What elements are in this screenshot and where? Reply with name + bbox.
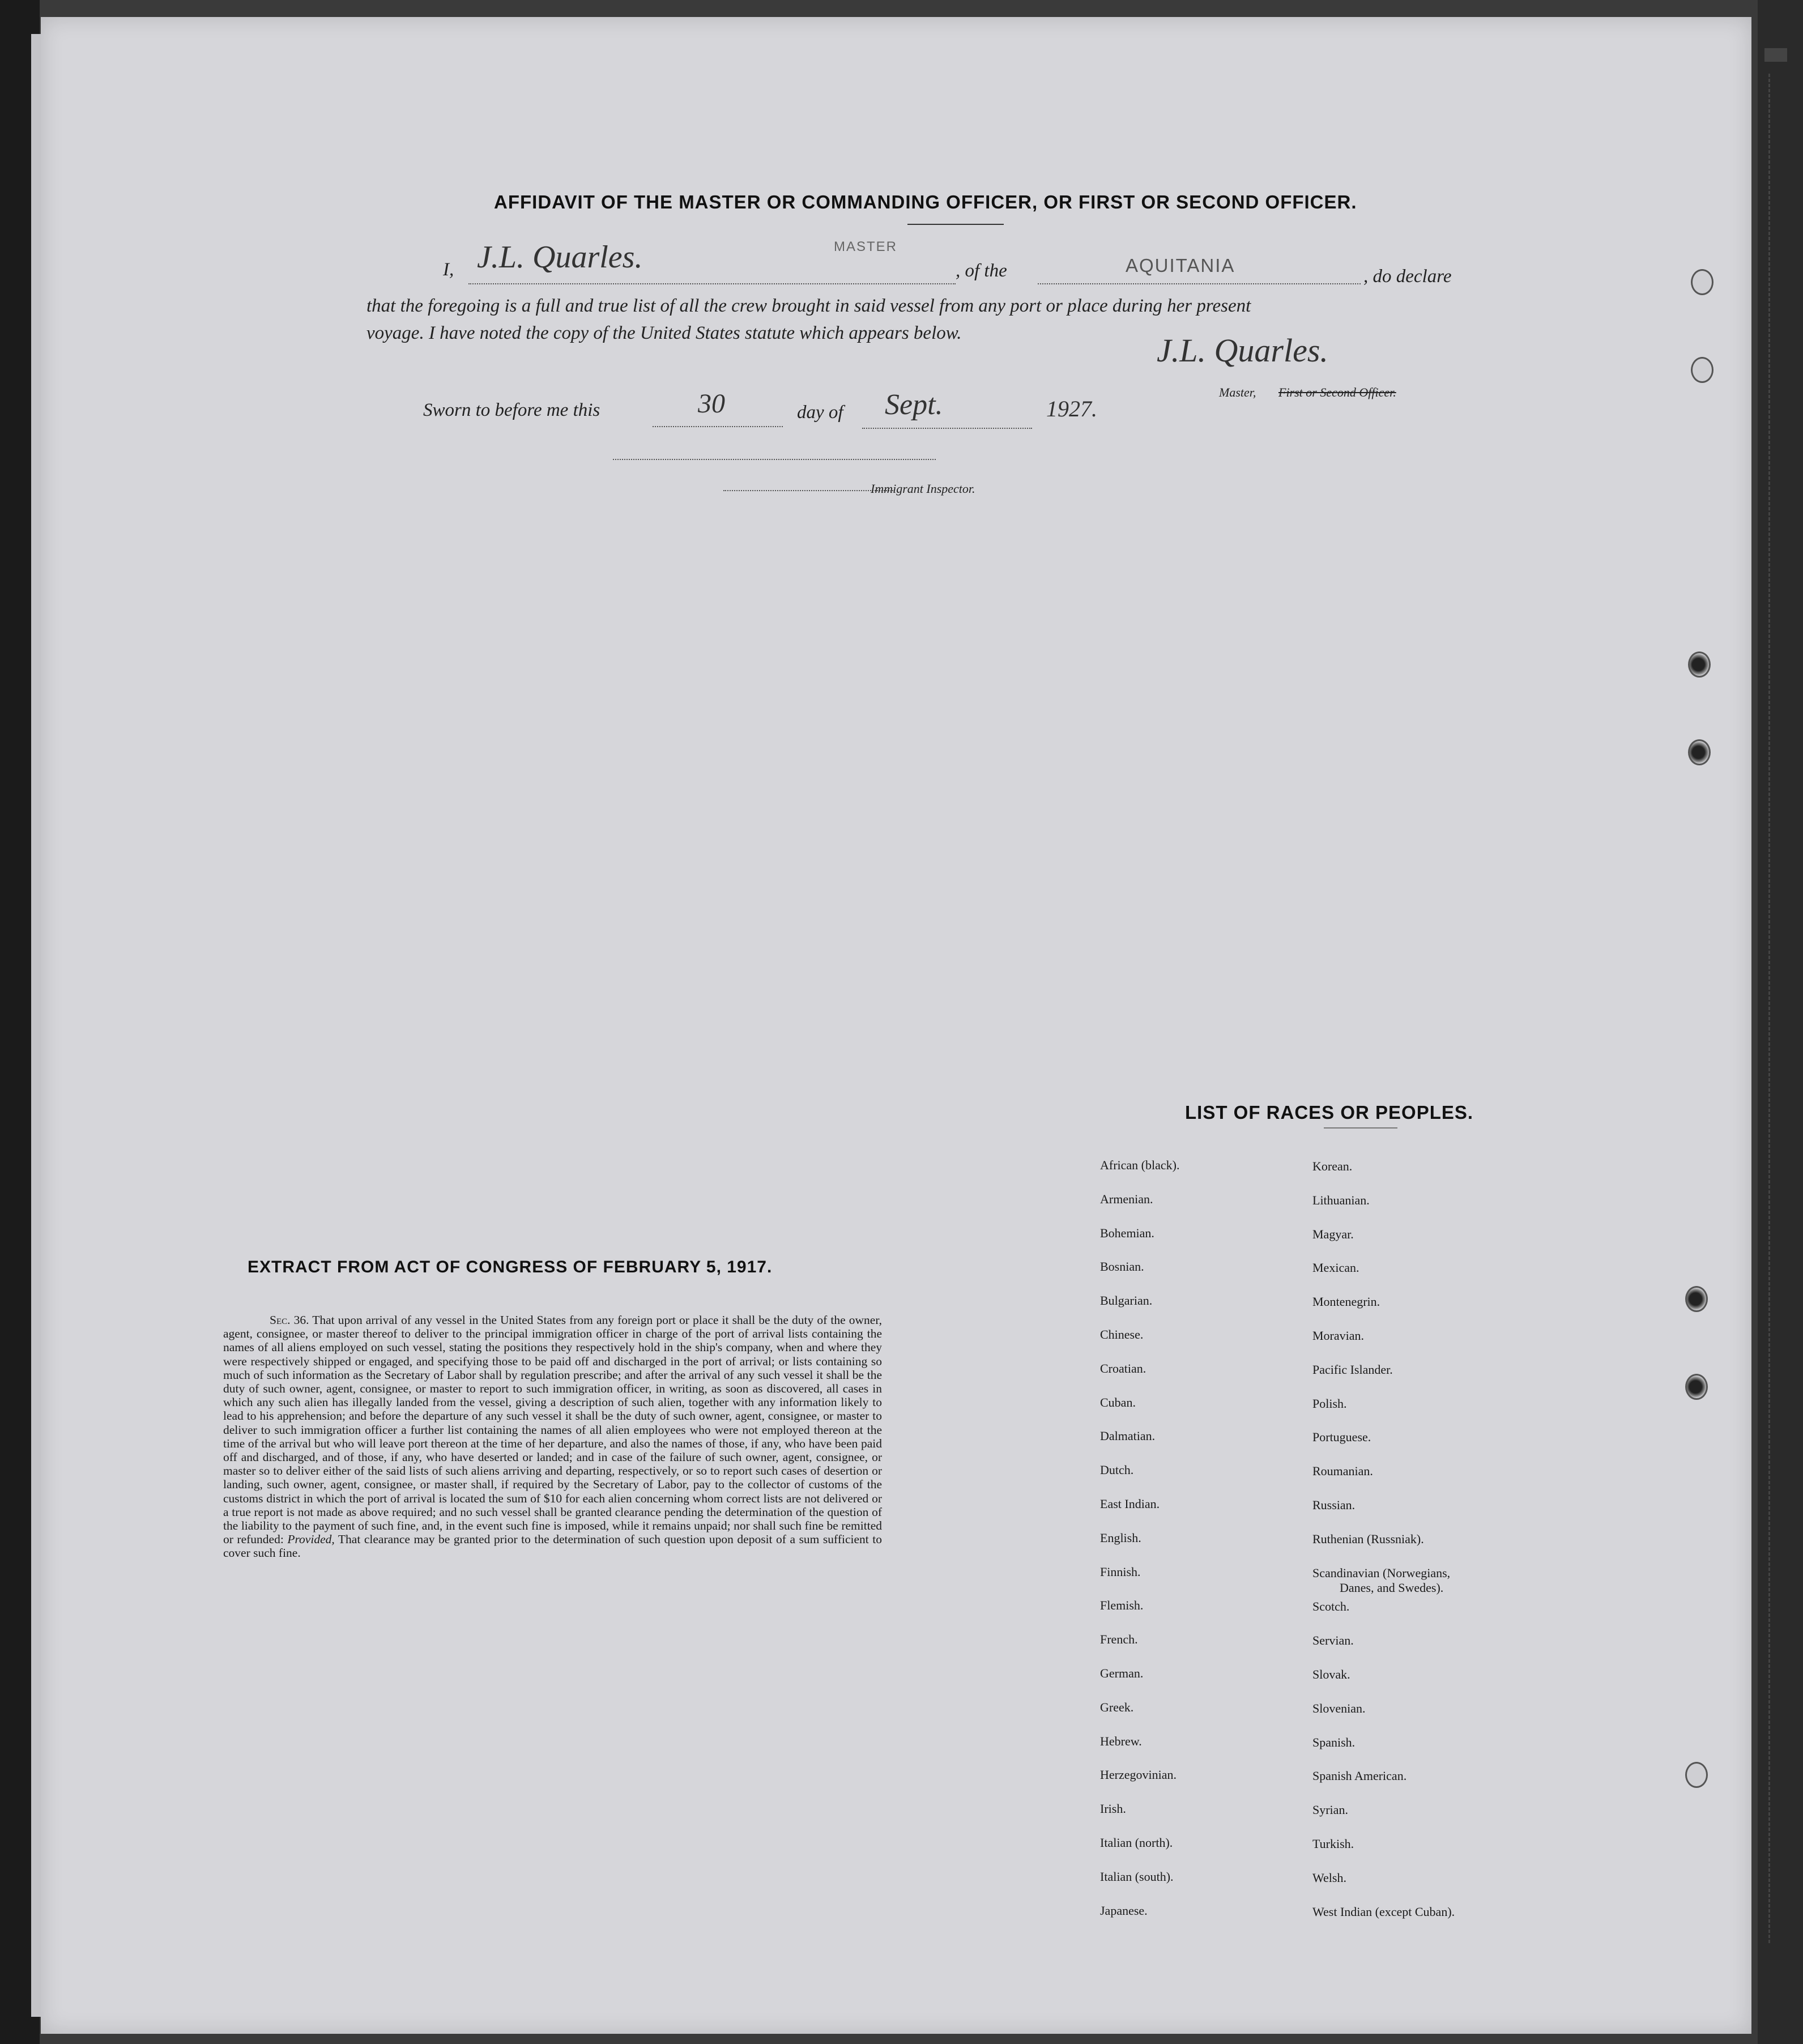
master-name-handwritten: J.L. Quarles. — [477, 240, 643, 275]
statute-text — [223, 1313, 882, 1560]
inspector-caption: Immigrant Inspector. — [871, 482, 975, 496]
race-item: Turkish. — [1312, 1837, 1354, 1851]
day-fill-line — [653, 426, 783, 427]
do-declare-label: , do declare — [1363, 266, 1452, 287]
race-item: Scotch. — [1312, 1599, 1350, 1614]
binding-perforation — [1768, 74, 1770, 1943]
race-item: Greek. — [1100, 1700, 1134, 1714]
race-item: Scandinavian (Norwegians, — [1312, 1565, 1451, 1580]
race-item: Croatian. — [1100, 1361, 1146, 1376]
vessel-fill-line — [1038, 283, 1361, 284]
race-item: Italian (south). — [1100, 1869, 1174, 1884]
race-item: Italian (north). — [1100, 1836, 1173, 1850]
document-page — [41, 17, 1751, 2034]
race-item: Mexican. — [1312, 1261, 1359, 1275]
race-item: Bosnian. — [1100, 1259, 1144, 1274]
race-item: Pacific Islander. — [1312, 1362, 1393, 1377]
race-item: Servian. — [1312, 1633, 1354, 1648]
race-item: Lithuanian. — [1312, 1193, 1370, 1207]
race-item: Russian. — [1312, 1498, 1356, 1512]
sworn-day: 30 — [698, 389, 725, 419]
scan-corner-mark — [1764, 48, 1787, 62]
statute-proviso: That clearance may be granted prior to the determination of such question upon deposit of a sum sufficient to cover such fine. — [223, 1532, 882, 1560]
vessel-name-stamp: AQUITANIA — [1126, 255, 1235, 276]
race-item: Bulgarian. — [1100, 1293, 1153, 1308]
race-item: Roumanian. — [1312, 1464, 1373, 1479]
race-item: Japanese. — [1100, 1903, 1148, 1918]
race-item: Slovenian. — [1312, 1701, 1366, 1715]
signature-caption-master: Master, — [1219, 385, 1256, 399]
day-of-label: day of — [797, 402, 843, 423]
scan-right-edge — [1758, 0, 1803, 2044]
race-item: African (black). — [1100, 1158, 1180, 1172]
i-label: I, — [443, 259, 454, 280]
race-item: Magyar. — [1312, 1227, 1354, 1241]
race-item: Flemish. — [1100, 1598, 1144, 1613]
race-item: Slovak. — [1312, 1667, 1350, 1681]
race-item: Polish. — [1312, 1396, 1347, 1411]
binding-hole — [1688, 739, 1711, 765]
race-item: Dalmatian. — [1100, 1429, 1156, 1443]
race-item: Syrian. — [1312, 1803, 1348, 1817]
race-item: Chinese. — [1100, 1327, 1144, 1342]
month-fill-line — [862, 428, 1032, 429]
race-item: German. — [1100, 1666, 1144, 1680]
race-item: Herzegovinian. — [1100, 1768, 1177, 1782]
statute-section-label: Sec. 36. — [270, 1313, 309, 1327]
race-item: Danes, and Swedes). — [1340, 1580, 1444, 1595]
sworn-month: Sept. — [885, 389, 943, 421]
rank-stamp: MASTER — [834, 239, 898, 254]
race-item: Bohemian. — [1100, 1225, 1154, 1240]
binding-hole — [1685, 1286, 1708, 1312]
inspector-short-line — [723, 490, 893, 491]
declaration-line-2: that the foregoing is a full and true list of all the crew brought in said vessel from any port or place during her present — [366, 296, 1251, 316]
race-item: French. — [1100, 1632, 1138, 1647]
statute-proviso-label: Provided, — [287, 1532, 335, 1547]
race-item: Irish. — [1100, 1802, 1126, 1816]
races-title: LIST OF RACES OR PEOPLES. — [1185, 1102, 1474, 1123]
race-item: Spanish American. — [1312, 1769, 1407, 1783]
affidavit-title: AFFIDAVIT OF THE MASTER OR COMMANDING OFFICER, OR FIRST OR SECOND OFFICER. — [494, 191, 1357, 212]
race-item: Hebrew. — [1100, 1734, 1142, 1748]
race-item: East Indian. — [1100, 1497, 1160, 1511]
race-item: Armenian. — [1100, 1191, 1153, 1206]
race-item: Montenegrin. — [1312, 1294, 1380, 1309]
race-item: English. — [1100, 1530, 1141, 1545]
binding-hole — [1685, 1762, 1708, 1788]
statute-body: That upon arrival of any vessel in the United States from any foreign port or place it shall be the duty of the owner, agent, consignee, or master thereof to deliver to the principal immigration officer in charge of the port of arrival lists containing the names of all aliens employed on such vessel, stating the positions they respectively hold in the ship's company, when and where they were respectively shipped or engaged, and specifying those to be paid off and discharged in the port of arrival; or lists containing so much of such information as the Secretary of Labor shall by regulation prescribe; and after the arrival of any such vessel it shall be the duty of such owner, agent, consignee, or master to report to such immigration officer, in writing, as soon as discovered, all cases in which any such alien has illegally landed from the vessel, giving a description of such alien, together with any information likely to lead to his apprehension; and before the departure of any such vessel it shall be the duty of such owner, agent, consignee, or master to deliver to such immigration officer a further list containing the names of all alien employees who were not employed thereon at the time of the arrival but who will leave port thereon at the time of her departure, and also the names of those, if any, who have been paid off and discharged, and of those, if any, who have deserted or landed; and in case of the failure of such owner, agent, consignee, or master so to deliver either of the said lists of such aliens arriving and departing, respectively, or so to report such cases of desertion or landing, such owner, agent, consignee, or master shall, if required by the Secretary of Labor, pay to the collector of customs of the customs district in which the port of arrival is located the sum of $10 for each alien concerning whom correct lists are not delivered or a true report is not made as above required; and no such vessel shall be granted clearance pending the determination of the question of the liability to the payment of such fine, and, in the event such fine is imposed, while it remains unpaid; nor shall such fine be remitted or refunded: — [223, 1313, 882, 1547]
race-item: Cuban. — [1100, 1395, 1136, 1409]
race-item: Korean. — [1312, 1159, 1353, 1173]
race-item: Portuguese. — [1312, 1430, 1371, 1445]
sworn-label: Sworn to before me this — [423, 400, 600, 420]
binding-hole — [1688, 651, 1711, 678]
declaration-line-3: voyage. I have noted the copy of the United States statute which appears below. — [366, 323, 962, 343]
signature-caption-struck: First or Second Officer. — [1278, 385, 1396, 399]
race-item: Dutch. — [1100, 1463, 1134, 1477]
master-signature: J.L. Quarles. — [1157, 332, 1328, 369]
extract-title: EXTRACT FROM ACT OF CONGRESS OF FEBRUARY 5, 1917. — [248, 1258, 773, 1276]
title-underline — [907, 224, 1004, 225]
name-fill-line — [468, 283, 956, 284]
race-item: Spanish. — [1312, 1735, 1356, 1749]
of-the-label: , of the — [956, 261, 1007, 281]
race-item: Moravian. — [1312, 1328, 1365, 1343]
binding-hole — [1691, 269, 1714, 295]
binding-hole — [1691, 357, 1714, 383]
race-item: West Indian (except Cuban). — [1312, 1904, 1455, 1919]
race-item: Welsh. — [1312, 1870, 1346, 1885]
binding-hole — [1685, 1374, 1708, 1400]
sworn-year: 1927. — [1046, 396, 1097, 421]
races-title-underline — [1324, 1127, 1397, 1129]
race-item: Finnish. — [1100, 1564, 1141, 1579]
race-item: Ruthenian (Russniak). — [1312, 1531, 1424, 1546]
inspector-signature-line — [613, 459, 936, 460]
